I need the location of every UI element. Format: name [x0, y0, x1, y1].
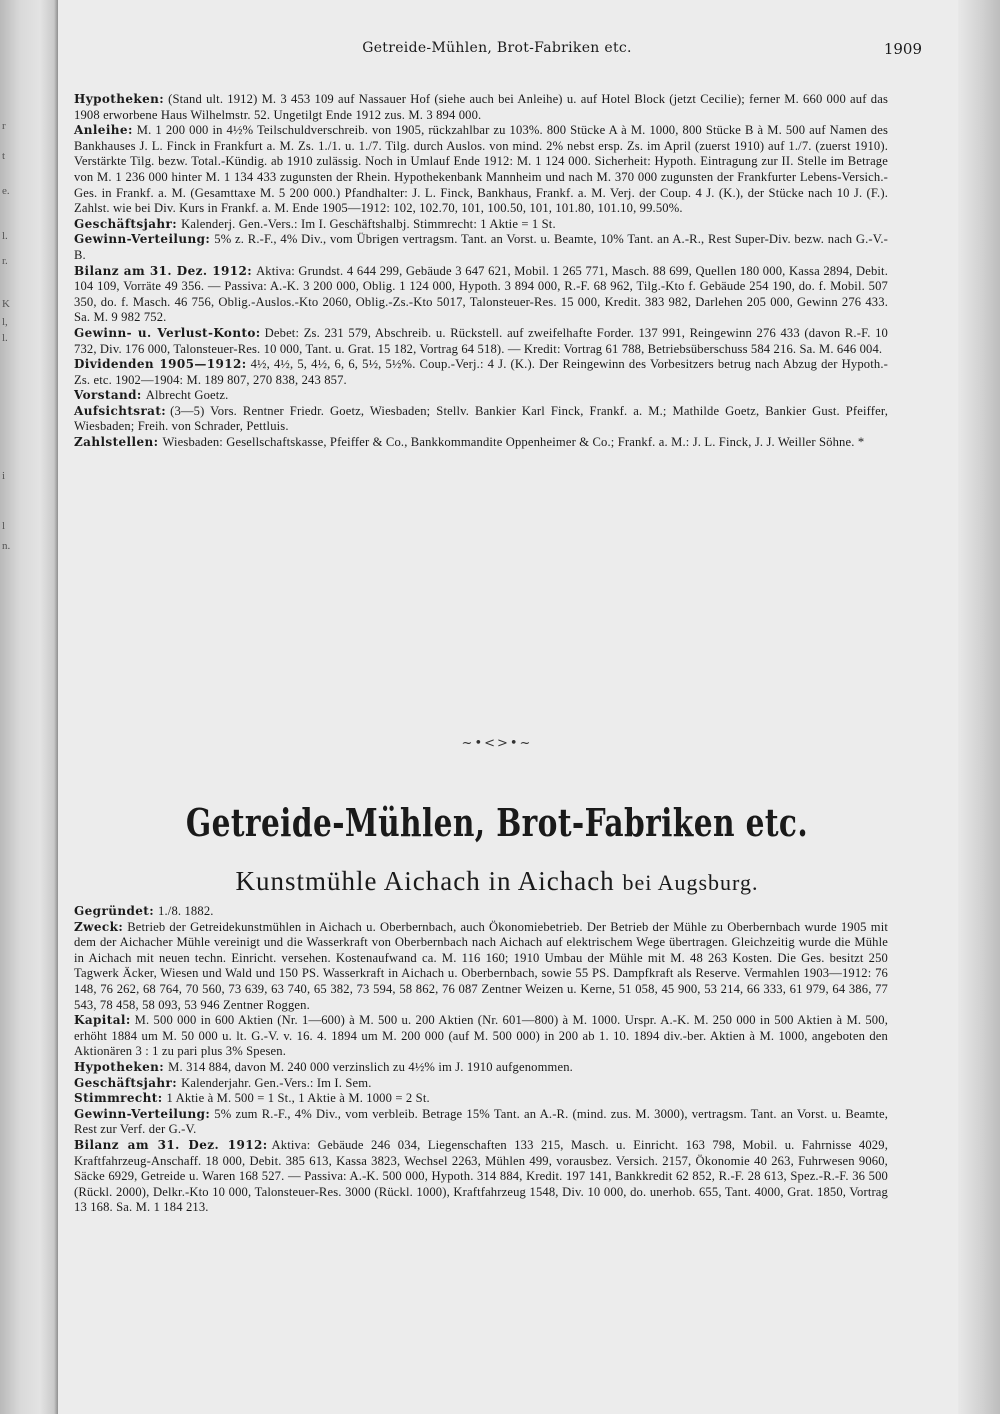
entry-text: (3—5) Vors. Rentner Friedr. Goetz, Wiesbaden; Stellv. Bankier Karl Finck, Frankf. a. M.; Mathilde Goetz, Bankier Gust. Pfeiffer, Wiesbaden; Freih. von Schrader, Pettluis. [74, 403, 888, 434]
entry-label: Hypotheken: [74, 92, 165, 106]
page [62, 0, 932, 1414]
entry-paragraph [74, 1013, 888, 1060]
lower-entry-text [74, 904, 888, 1216]
entry-paragraph [74, 232, 888, 263]
margin-fragment: l [2, 520, 6, 532]
margin-fragment: t [2, 150, 6, 162]
entry-paragraph [74, 1060, 888, 1076]
upper-entry-text [74, 92, 888, 451]
entry-paragraph [74, 357, 888, 388]
margin-fragment: i [2, 470, 6, 482]
margin-fragment: r. [2, 255, 8, 267]
company-name: Kunstmühle Aichach in Aichach [235, 866, 615, 896]
margin-fragment: l. [2, 332, 8, 344]
entry-paragraph [74, 435, 888, 451]
company-location-suffix: bei Augsburg. [622, 870, 759, 895]
section-title: Getreide-Mühlen, Brot-Fabriken etc. [185, 800, 809, 845]
entry-label: Zweck: [74, 919, 124, 934]
margin-fragment: l, [2, 316, 8, 328]
entry-label: Vorstand: [74, 388, 142, 403]
entry-paragraph [74, 217, 888, 233]
entry-label: Bilanz am 31. Dez. 1912: [74, 263, 253, 278]
entry-text: Wiesbaden: Gesellschaftskasse, Pfeiffer & Co., Bankkommandite Oppenheimer & Co.; Frankf. a. M.: J. L. Finck, J. J. Weiller Söhne. * [162, 435, 865, 450]
entry-text: Kalenderj. Gen.-Vers.: Im I. Geschäftshalbj. Stimmrecht: 1 Aktie = 1 St. [181, 216, 556, 231]
ornament-divider: ~•<>•~ [461, 736, 533, 751]
margin-fragment: r [2, 120, 6, 132]
entry-label: Stimmrecht: [74, 1091, 163, 1106]
entry-label: Gegründet: [74, 904, 155, 918]
entry-text: 1 Aktie à M. 500 = 1 St., 1 Aktie à M. 1000 = 2 St. [166, 1091, 430, 1106]
margin-fragment: K [2, 298, 10, 310]
entry-text: Debet: Zs. 231 579, Abschreib. u. Rückstell. auf zweifelhafte Forder. 137 991, Reingewinn 276 433 (davon R.-F. 10 732, Div. 176 000, Talonsteuer-Res. 10 000, Tant. u. Grat. 15 182, Vortrag 64 518). — Kredit: Vortrag 61 788, Betriebsüberschuss 584 216. Sa. M. 646 004. [74, 325, 888, 356]
entry-text: Aktiva: Grundst. 4 644 299, Gebäude 3 647 621, Mobil. 1 265 771, Masch. 88 699, Quellen 180 000, Kassa 2894, Debit. 104 109, Vorräte 49 356. — Passiva: A.-K. 3 200 000, Oblig. 1 124 000, Hypoth. 3 894 000, R.-F. 68 962, Tilg.-Kto f. Gebäude 254 190, do. f. Mobil. 507 350, do. f. Masch. 46 756, Oblig.-Auslos.-Kto 2060, Oblig.-Zs.-Kto 5017, Talonsteuer-Res. 15 000, Kredit. 383 982, Darlehen 205 000, Gewinn 276 433. Sa. M. 9 982 752. [74, 263, 888, 325]
entry-label: Geschäftsjahr: [74, 1075, 178, 1090]
entry-label: Hypotheken: [74, 1059, 165, 1074]
entry-text: M. 314 884, davon M. 240 000 verzinslich zu 4½% im J. 1910 aufgenommen. [168, 1059, 573, 1074]
entry-label: Gewinn-Verteilung: [74, 1106, 211, 1121]
margin-fragment: e. [2, 185, 10, 197]
entry-text: 4½, 4½, 5, 4½, 6, 6, 5½, 5½%. Coup.-Verj.: 4 J. (K.). Der Reingewinn des Vorbesitzers betrug nach Abzug der Hypoth.-Zs. etc. 1902—1904: M. 189 807, 270 838, 243 857. [74, 357, 888, 387]
entry-label: Anleihe: [74, 123, 133, 138]
entry-text: (Stand ult. 1912) M. 3 453 109 auf Nassauer Hof (siehe auch bei Anleihe) u. auf Hotel Block (jetzt Cecilie); ferner M. 660 000 auf das 1908 erworbene Haus Wilhelmstr. 52. Ungetilgt Ende 1912 zus. M. 3 894 000. [74, 92, 888, 122]
margin-fragment: l. [2, 230, 8, 242]
entry-paragraph [74, 388, 888, 404]
entry-paragraph [74, 264, 888, 326]
entry-paragraph [74, 1107, 888, 1138]
entry-paragraph [74, 1091, 888, 1107]
entry-paragraph [74, 92, 888, 123]
running-head-title: Getreide-Mühlen, Brot-Fabriken etc. [362, 40, 632, 56]
entry-text: 5% z. R.-F., 4% Div., vom Übrigen vertragsm. Tant. an Vorst. u. Beamte, 10% Tant. an A.-R., Rest Super-Div. bezw. nach G.-V.-B. [74, 232, 888, 262]
left-page-edge [0, 0, 58, 1414]
right-page-edge [958, 0, 1000, 1414]
entry-text: M. 500 000 in 600 Aktien (Nr. 1—600) à M. 500 u. 200 Aktien (Nr. 601—800) à M. 1000. Urspr. A.-K. M. 250 000 in 500 Aktien à M. 500, erhöht 1884 um M. 50 000 u. lt. G.-V. v. 16. 4. 1894 um M. 200 000 (auf M. 500 000) in 200 ab 1. 10. 1894 div.-ber. Aktien à M. 1000, angeboten den Aktionären 3 : 1 zu pari plus 3% Spesen. [74, 1013, 888, 1059]
entry-paragraph [74, 404, 888, 435]
entry-text: 5% zum R.-F., 4% Div., vom verbleib. Betrage 15% Tant. an A.-R. (mind. zus. M. 3000), vertragsm. Tant. an Vorst. u. Beamte, Rest zur Verf. der G.-V. [74, 1106, 888, 1137]
entry-paragraph [74, 920, 888, 1014]
entry-text: Kalenderjahr. Gen.-Vers.: Im I. Sem. [181, 1075, 372, 1090]
entry-paragraph [74, 123, 888, 217]
running-head [62, 40, 932, 60]
entry-text: Betrieb der Getreidekunstmühlen in Aichach u. Oberbernbach, auch Ökonomiebetrieb. Der Betrieb der Mühle zu Oberbernbach wurde 1905 mit dem der Aichacher Mühle vereinigt und die Wasserkraft von Oberbernbach nach Aichach auf elektrischem Wege übertragen. Gleichzeitig wurde die Mühle in Aichach mit neuen techn. Einricht. versehen. Kostenaufwand ca. M. 116 160; 1910 Umbau der Mühle mit M. 48 263 Kosten. Die Ges. besitzt 250 Tagwerk Äcker, Wiesen und Wald und 150 PS. Wasserkraft in Aichach u. Oberbernbach, sowie 55 PS. Dampfkraft als Reserve. Vermahlen 1903—1912: 76 148, 76 262, 68 764, 70 560, 73 639, 63 740, 65 382, 73 594, 58 862, 76 087 Zentner Weizen u. Kerne, 51 058, 45 900, 53 214, 66 333, 61 979, 64 386, 77 543, 78 458, 58 093, 53 946 Zentner Roggen. [74, 919, 888, 1012]
entry-paragraph [74, 1076, 888, 1092]
entry-text: M. 1 200 000 in 4½% Teilschuldverschreib. von 1905, rückzahlbar zu 103%. 800 Stücke A à M. 1000, 800 Stücke B à M. 500 auf Namen des Bankhauses J. L. Finck in Frankfurt a. M. Zs. 1./1. u. 1./7. Tilg. durch Auslos. von mind. 2% nebst ersp. Zs. im April (zuerst 1910) auf 1./7. (zuerst 1910). Verstärkte Tilg. bezw. Total.-Kündig. ab 1910 zulässig. Noch in Umlauf Ende 1912: M. 1 124 000. Sicherheit: Hypoth. Eintragung zur II. Stelle im Betrage von M. 1 236 000 hinter M. 1 134 433 zugunsten der Rhein. Hypothekenbank Mannheim und nach M. 370 000 zugunsten der Frankfurter Lebens-Versich.-Ges. in Frankf. a. M. (Gesamttaxe M. 5 200 000.) Pfandhalter: J. L. Finck, Bankhaus, Frankf. a. M. Verj. der Coup. 4 J. (K.), der Stücke nach 10 J. (F.). Zahlst. wie bei Div. Kurs in Frankf. a. M. Ende 1905—1912: 102, 102.70, 101, 100.50, 101, 101.80, 101.10, 99.50%. [74, 123, 888, 216]
entry-text: 1./8. 1882. [158, 904, 214, 918]
entry-paragraph [74, 1138, 888, 1216]
entry-text: Aktiva: Gebäude 246 034, Liegenschaften 133 215, Masch. u. Einricht. 163 798, Mobil. u. Fahrnisse 4029, Kraftfahrzeug-Anschaff. 18 000, Debit. 385 613, Kassa 3823, Wechsel 2263, Mühlen 499, vorausbez. Versich. 2157, Ökonomie 40 263, Fuhrwesen 9060, Säcke 6929, Getreide u. Waren 168 527. — Passiva: A.-K. 500 000, Hypoth. 314 884, Kredit. 197 141, Bankkredit 62 852, R.-F. 28 613, Spez.-R.-F. 36 500 (Rückl. 2000), Delkr.-Kto 10 000, Talonsteuer-Res. 3000 (Rückl. 1000), Kraftfahrzeug 1548, Div. 10 000, do. unerhob. 655, Tant. 4000, Grat. 1850, Vortrag 13 168. Sa. M. 1 184 213. [74, 1137, 888, 1215]
entry-text: Albrecht Goetz. [145, 388, 229, 403]
company-title [62, 866, 932, 897]
entry-label: Bilanz am 31. Dez. 1912: [74, 1137, 268, 1152]
entry-label: Kapital: [74, 1013, 131, 1028]
entry-label: Dividenden 1905—1912: [74, 357, 247, 372]
entry-label: Aufsichtsrat: [74, 403, 167, 418]
entry-label: Geschäftsjahr: [74, 216, 178, 231]
entry-label: Zahlstellen: [74, 435, 159, 450]
page-number: 1909 [883, 40, 922, 58]
entry-label: Gewinn-Verteilung: [74, 232, 211, 247]
margin-fragment: n. [2, 540, 11, 552]
entry-paragraph [74, 326, 888, 357]
entry-label: Gewinn- u. Verlust-Konto: [74, 325, 261, 340]
entry-paragraph [74, 904, 888, 920]
